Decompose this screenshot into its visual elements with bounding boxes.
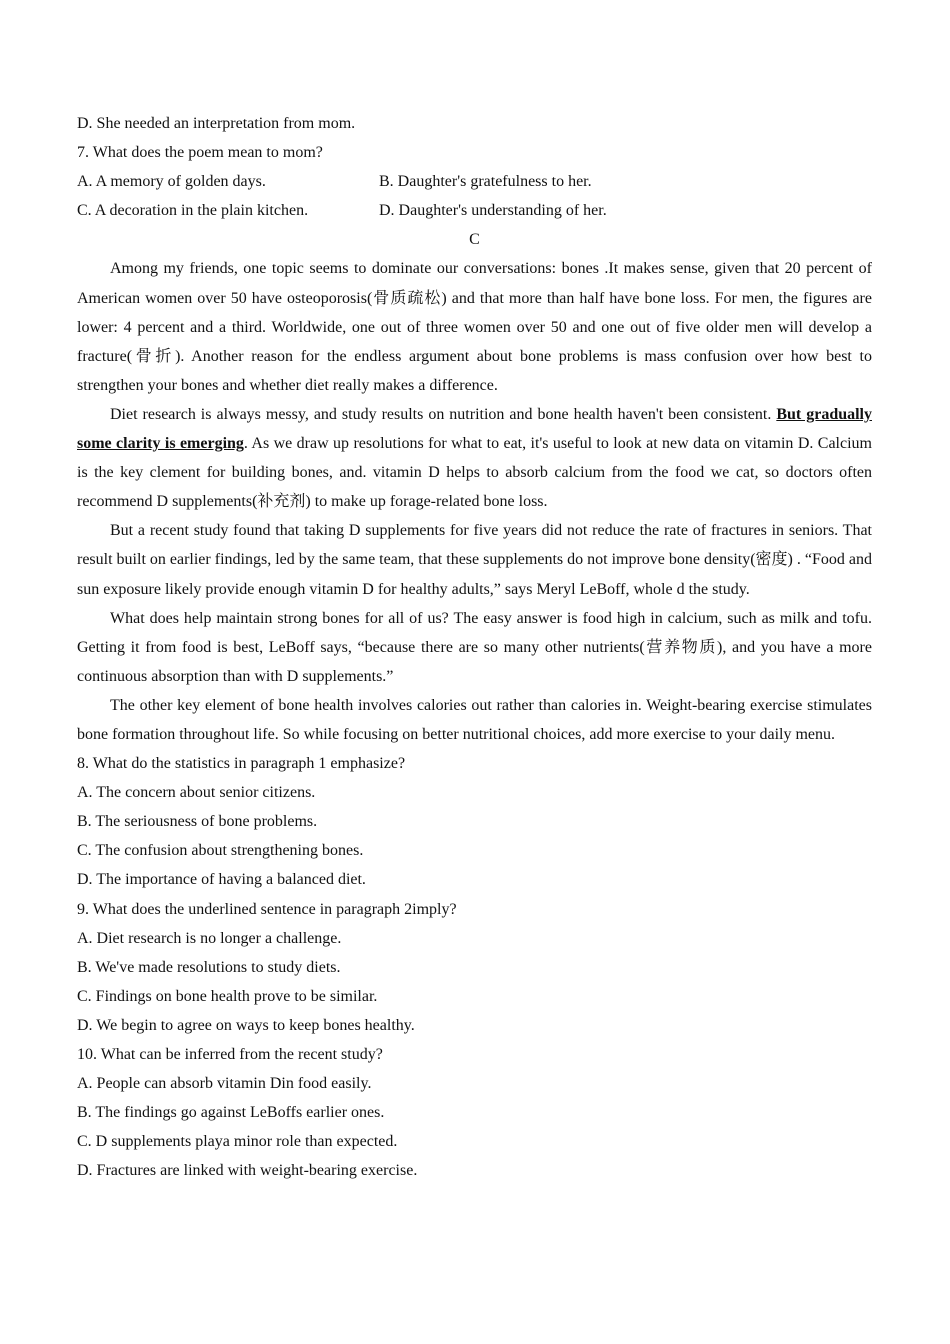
underlined-sentence: But gradually some clarity is emerging: [77, 405, 872, 453]
question-text: 8. What do the statistics in paragraph 1 emphasize?: [77, 755, 406, 773]
question-8: [77, 749, 872, 894]
option-a: A. The concern about senior citizens.: [77, 784, 316, 802]
question-7: 7. What does the poem mean to mom?: [77, 144, 323, 162]
q7-option-c: C. A decoration in the plain kitchen.: [77, 202, 309, 220]
paragraph-2: [77, 400, 872, 516]
question-10: [77, 1040, 872, 1185]
paragraph-2-start: Diet research is always messy, and study results on nutrition and bone health haven't been consistent.: [110, 405, 777, 423]
q7-options-row-2: [77, 196, 872, 225]
q7-option-b: B. Daughter's gratefulness to her.: [379, 173, 592, 191]
paragraph-2-end: . As we draw up resolutions for what to eat, it's useful to look at new data on vitamin D. Calcium is the key clement for building bones, and. vitamin D helps to absorb calcium from the food we cat, so doctors often recommend D supplements(补充剂) to make up forage-related bone loss.: [77, 435, 872, 511]
option-b: B. We've made resolutions to study diets.: [77, 958, 341, 976]
q7-option-a: A. A memory of golden days.: [77, 173, 266, 191]
option-b: B. The seriousness of bone problems.: [77, 813, 318, 831]
option-d: D. Fractures are linked with weight-bearing exercise.: [77, 1162, 418, 1180]
question-text: 10. What can be inferred from the recent study?: [77, 1046, 383, 1063]
paragraph-4: What does help maintain strong bones for all of us? The easy answer is food high in calcium, such as milk and tofu. Getting it from food is best, LeBoff says, “because there are so many other nutrients(营养物质), and you have a more continuous absorption than with D supplements.”: [77, 609, 872, 685]
option-c: C. The confusion about strengthening bones.: [77, 842, 364, 860]
question-text: 9. What does the underlined sentence in paragraph 2imply?: [77, 900, 457, 918]
option-d: D. The importance of having a balanced diet.: [77, 871, 366, 889]
option-d: D. We begin to agree on ways to keep bones healthy.: [77, 1016, 415, 1034]
option-a: A. People can absorb vitamin Din food easily.: [77, 1075, 372, 1093]
section-label: C: [469, 231, 480, 249]
paragraph-5: The other key element of bone health involves calories out rather than calories in. Weight-bearing exercise stimulates bone formation throughout life. So while focusing on better nutritional choices, add more exercise to your daily menu.: [77, 696, 872, 743]
paragraph-1: Among my friends, one topic seems to dominate our conversations: bones .It makes sense, given that 20 percent of American women over 50 have osteoporosis(骨质疏松) and that more than half have bone loss. For men, the figures are lower: 4 percent and a third. Worldwide, one out of three women over 50 and one out of five older men will develop a fracture(骨折). Another reason for the endless argument about bone problems is mass confusion over how best to strengthen your bones and whether diet really makes a difference.: [77, 260, 872, 394]
option-b: B. The findings go against LeBoffs earlier ones.: [77, 1104, 385, 1122]
paragraph-3: But a recent study found that taking D supplements for five years did not reduce the rate of fractures in seniors. That result built on earlier findings, led by the same team, that these supplements do not improve bone density(密度) . “Food and sun exposure likely provide enough vitamin D for healthy adults,” says Meryl LeBoff, whole d the study.: [77, 522, 872, 598]
option-a: A. Diet research is no longer a challenge.: [77, 929, 342, 947]
option-d-q6: D. She needed an interpretation from mom.: [77, 115, 356, 132]
option-c: C. D supplements playa minor role than expected.: [77, 1133, 398, 1151]
question-9: [77, 895, 872, 1040]
option-c: C. Findings on bone health prove to be similar.: [77, 987, 378, 1005]
q7-option-d: D. Daughter's understanding of her.: [379, 202, 607, 220]
document-page: [77, 109, 872, 1185]
q7-options-row-1: [77, 167, 872, 196]
